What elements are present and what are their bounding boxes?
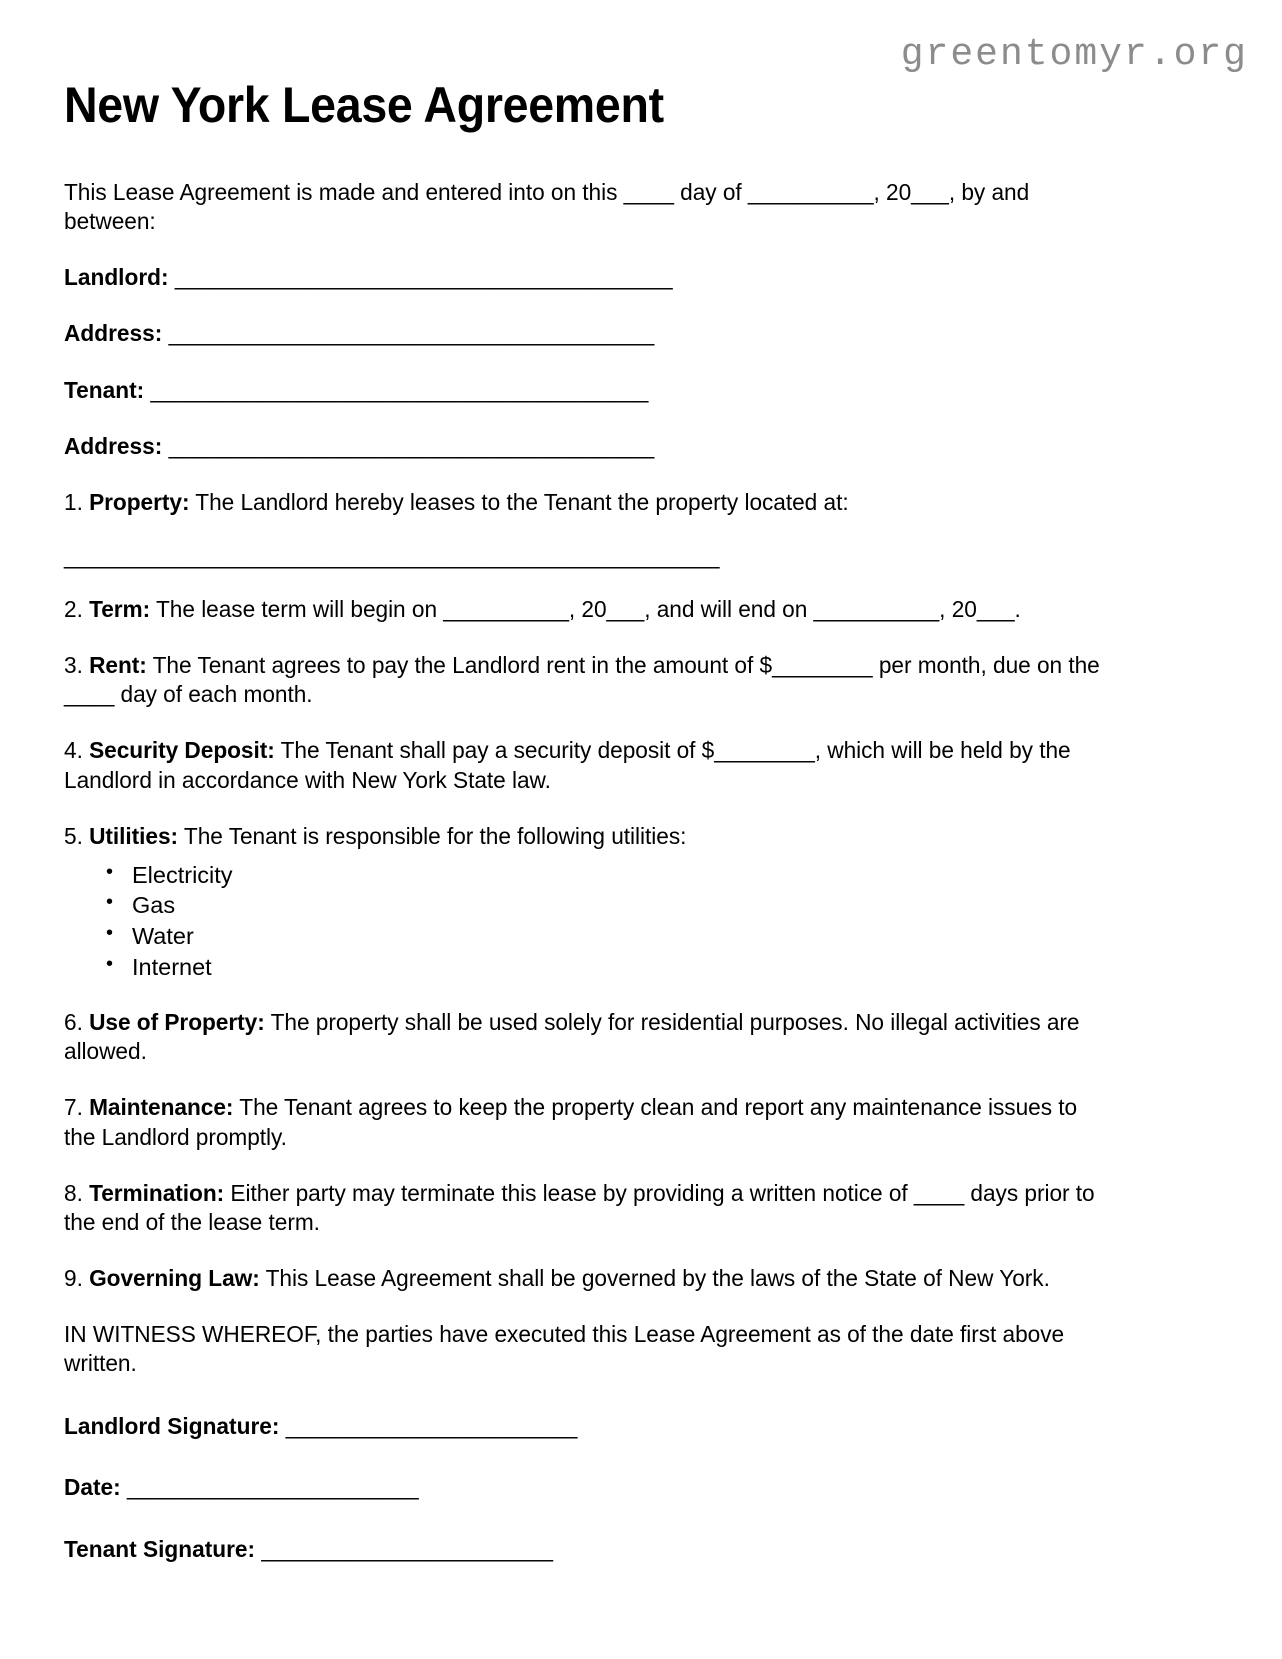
section-heading-utilities: Utilities: bbox=[89, 822, 179, 849]
signature-blank-date[interactable]: ________________________ bbox=[127, 1474, 419, 1501]
section-maintenance bbox=[64, 1093, 1101, 1151]
section-heading-rent: Rent: bbox=[89, 652, 147, 679]
party-label-tenant: Tenant: bbox=[64, 376, 145, 403]
section-number-7: 7. bbox=[64, 1094, 83, 1121]
party-blank-tenant-address[interactable]: ________________________________________ bbox=[168, 432, 654, 459]
signature-field-tenant bbox=[64, 1535, 1101, 1564]
party-blank-tenant[interactable]: _________________________________________ bbox=[150, 376, 648, 403]
section-number-9: 9. bbox=[64, 1264, 83, 1291]
section-body-utilities: The Tenant is responsible for the following utilities: bbox=[183, 822, 687, 849]
section-heading-use-of-property: Use of Property: bbox=[89, 1009, 265, 1036]
intro-paragraph: This Lease Agreement is made and entered into on this ____ day of __________, 20___, by and between: bbox=[64, 179, 1030, 235]
list-item: • Gas bbox=[132, 891, 1139, 921]
section-term bbox=[64, 595, 1101, 624]
list-item: • Electricity bbox=[132, 861, 1139, 891]
section-body-security-deposit: The Tenant shall pay a security deposit of $________, which will be held by the Landlord in accordance with New York State law. bbox=[64, 737, 1071, 793]
signature-field-landlord bbox=[64, 1412, 1101, 1441]
section-number-5: 5. bbox=[64, 822, 83, 849]
section-heading-property: Property: bbox=[89, 488, 190, 515]
party-label-landlord: Landlord: bbox=[64, 264, 169, 291]
section-heading-termination: Termination: bbox=[89, 1179, 225, 1206]
party-field-landlord-address bbox=[64, 319, 1101, 348]
section-rent bbox=[64, 651, 1101, 709]
section-termination bbox=[64, 1179, 1101, 1237]
section-heading-governing-law: Governing Law: bbox=[89, 1264, 260, 1291]
section-body-term: The lease term will begin on __________, 20___, and will end on __________, 20___. bbox=[156, 596, 1021, 622]
signature-block bbox=[64, 1412, 1139, 1563]
party-label-landlord-address: Address: bbox=[64, 320, 163, 347]
party-label-tenant-address: Address: bbox=[64, 432, 163, 459]
document-content bbox=[64, 78, 1139, 1596]
section-number-8: 8. bbox=[64, 1179, 83, 1206]
section-body-rent: The Tenant agrees to pay the Landlord rent in the amount of $________ per month, due on the ____ day of each month. bbox=[64, 652, 1100, 708]
section-body-termination: Either party may terminate this lease by providing a written notice of ____ days prior to the end of the lease term. bbox=[64, 1179, 1095, 1235]
party-blank-landlord[interactable]: _________________________________________ bbox=[174, 264, 673, 291]
signature-blank-tenant[interactable]: ________________________ bbox=[261, 1535, 553, 1562]
section-number-6: 6. bbox=[64, 1009, 83, 1036]
signature-label-tenant: Tenant Signature: bbox=[64, 1535, 256, 1562]
section-number-2: 2. bbox=[64, 596, 83, 622]
section-utilities bbox=[64, 822, 1101, 851]
section-number-4: 4. bbox=[64, 737, 83, 764]
party-field-tenant bbox=[64, 376, 1101, 405]
section-heading-security-deposit: Security Deposit: bbox=[89, 737, 275, 764]
section-governing-law bbox=[64, 1264, 1101, 1293]
property-address-blank[interactable]: ______________________________________________________ bbox=[64, 542, 720, 569]
party-blank-landlord-address[interactable]: ________________________________________ bbox=[168, 320, 654, 347]
section-heading-term: Term: bbox=[89, 596, 151, 622]
section-body-governing-law: This Lease Agreement shall be governed by the laws of the State of New York. bbox=[265, 1264, 1050, 1291]
site-watermark: greentomyr.org bbox=[900, 33, 1248, 76]
list-item: • Water bbox=[132, 922, 1139, 952]
witness-paragraph: IN WITNESS WHEREOF, the parties have executed this Lease Agreement as of the date first above written. bbox=[64, 1321, 1065, 1377]
section-use-of-property bbox=[64, 1008, 1101, 1066]
section-body-use-of-property: The property shall be used solely for residential purposes. No illegal activities are allowed. bbox=[64, 1009, 1080, 1065]
party-field-landlord bbox=[64, 263, 1101, 292]
section-number-3: 3. bbox=[64, 652, 83, 679]
list-item: • Internet bbox=[132, 953, 1139, 983]
utilities-list bbox=[64, 861, 1139, 982]
section-number-1: 1. bbox=[64, 488, 83, 515]
page-title: New York Lease Agreement bbox=[64, 77, 664, 133]
section-property bbox=[64, 488, 1101, 517]
signature-label-date: Date: bbox=[64, 1474, 121, 1501]
section-body-maintenance: The Tenant agrees to keep the property clean and report any maintenance issues to the Landlord promptly. bbox=[64, 1094, 1078, 1150]
signature-field-date bbox=[64, 1473, 1101, 1502]
signature-blank-landlord[interactable]: ________________________ bbox=[285, 1413, 577, 1440]
section-heading-maintenance: Maintenance: bbox=[89, 1094, 234, 1121]
section-security-deposit bbox=[64, 736, 1101, 794]
party-field-tenant-address bbox=[64, 432, 1101, 461]
section-body-property: The Landlord hereby leases to the Tenant the property located at: bbox=[195, 488, 849, 515]
signature-label-landlord: Landlord Signature: bbox=[64, 1413, 280, 1440]
